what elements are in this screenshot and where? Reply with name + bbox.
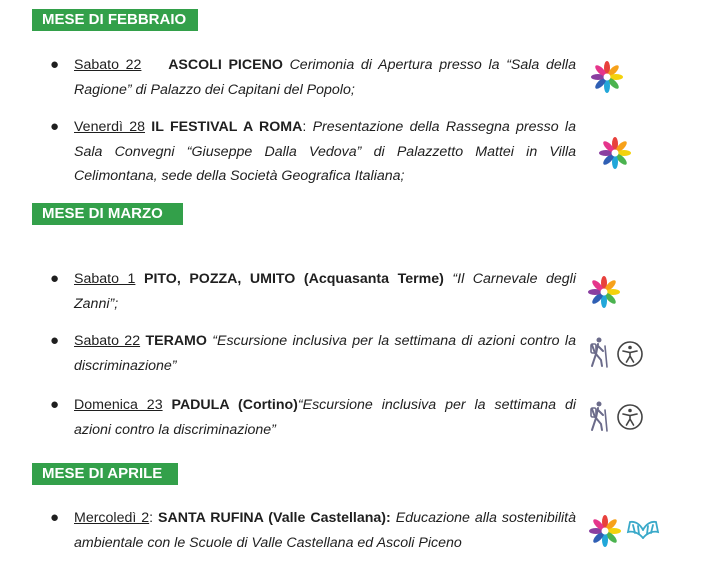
hiker-icon — [588, 400, 610, 432]
separator: : — [302, 119, 307, 135]
festival-logo-icon — [598, 136, 632, 170]
event-item — [50, 115, 576, 189]
event-place: PADULA (Cortino) — [171, 397, 298, 413]
bullet: ● — [50, 270, 60, 287]
event-description: “Escursione inclusiva per la settimana di azioni contro la discriminazione” — [74, 333, 576, 374]
accessibility-icon — [616, 403, 644, 431]
bullet: ● — [50, 396, 60, 413]
event-date: Sabato 1 — [74, 271, 136, 287]
event-description: Educazione alla sostenibilità ambientale con le Scuole di Valle Castellana ed Ascoli Piceno — [74, 510, 577, 551]
festival-logo-icon — [590, 60, 624, 94]
bullet: ● — [50, 332, 60, 349]
event-description: “Il Carnevale degli Zanni”; — [74, 271, 576, 312]
event-item — [50, 393, 576, 442]
event-place: ASCOLI PICENO — [168, 57, 283, 73]
event-item: ● Mercoledì 2: SANTA RUFINA (Valle Castellana): Educazione alla sostenibilità ambientale con le Scuole di Valle Castellana ed Ascoli Piceno — [50, 506, 576, 555]
bullet: ● — [50, 118, 60, 135]
accessibility-icon — [616, 340, 644, 368]
event-date: Mercoledì 2 — [74, 510, 150, 526]
event-date: Venerdì 28 — [74, 119, 145, 135]
bullet: ● — [50, 56, 60, 73]
section-title-april: MESE DI APRILE — [32, 463, 178, 485]
event-date: Sabato 22 — [74, 333, 141, 349]
festival-logo-icon — [588, 514, 622, 548]
event-item — [50, 53, 576, 102]
event-description: Cerimonia di Apertura presso la “Sala della Ragione” di Palazzo dei Capitani del Popolo; — [74, 57, 576, 98]
event-place: TERAMO — [145, 333, 207, 349]
event-item — [50, 329, 576, 378]
hiker-icon — [588, 336, 610, 368]
event-place: SANTA RUFINA (Valle Castellana): — [158, 510, 391, 526]
event-date: Sabato 22 — [74, 57, 142, 73]
event-item — [50, 267, 576, 316]
event-place: IL FESTIVAL A ROMA — [151, 119, 303, 135]
event-description: “Escursione inclusiva per la settimana di azioni contro la discriminazione” — [74, 397, 576, 438]
section-title-february: MESE DI FEBBRAIO — [32, 9, 198, 31]
event-date: Domenica 23 — [74, 397, 163, 413]
festival-logo-icon — [587, 275, 621, 309]
event-place: PITO, POZZA, UMITO (Acquasanta Terme) — [143, 271, 444, 287]
open-book-icon — [626, 518, 660, 542]
event-description: Presentazione della Rassegna presso la Sala Convegni “Giuseppe Dalla Vedova” di Palazzetto Mattei in Villa Celimontana, sede della Società Geografica Italiana; — [74, 119, 576, 184]
section-title-march: MESE DI MARZO — [32, 203, 183, 225]
bullet: ● — [50, 509, 60, 526]
